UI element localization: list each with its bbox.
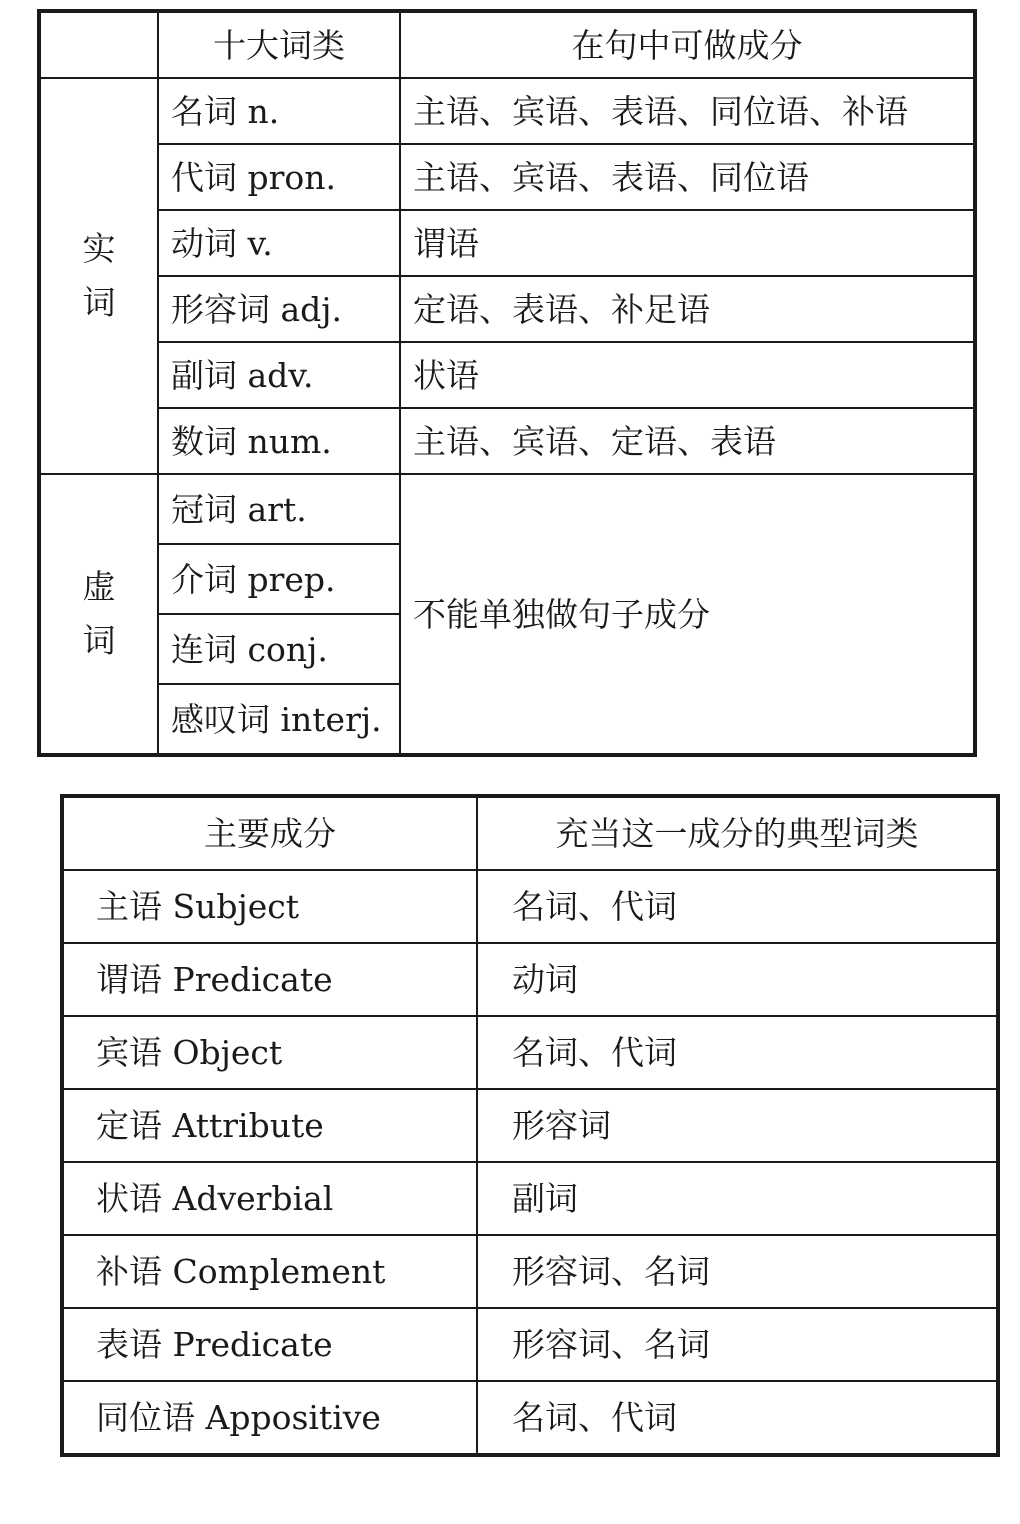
pos-cell: 连词 conj.	[158, 614, 400, 684]
component-cell: 定语 Attribute	[62, 1089, 477, 1162]
typical-pos-cell: 副词	[477, 1162, 998, 1235]
table-row	[62, 943, 998, 1016]
sentence-components-table	[60, 794, 1000, 1457]
table-row	[62, 1016, 998, 1089]
pos-cell: 代词 pron.	[158, 144, 400, 210]
pos-cell: 动词 v.	[158, 210, 400, 276]
component-cell: 补语 Complement	[62, 1235, 477, 1308]
table-row	[62, 1162, 998, 1235]
pos-cell: 名词 n.	[158, 78, 400, 144]
content-words-label: 实 词	[39, 78, 158, 474]
table-row	[62, 1308, 998, 1381]
roles-cell: 主语、宾语、表语、同位语、补语	[400, 78, 975, 144]
typical-pos-cell: 形容词、名词	[477, 1308, 998, 1381]
table-row	[39, 342, 975, 408]
roles-cell: 谓语	[400, 210, 975, 276]
header-roles: 在句中可做成分	[400, 11, 975, 78]
header-typical-pos: 充当这一成分的典型词类	[477, 796, 998, 870]
function-words-label: 虚 词	[39, 474, 158, 755]
pos-cell: 介词 prep.	[158, 544, 400, 614]
roles-cell: 状语	[400, 342, 975, 408]
table-row	[39, 408, 975, 474]
table-row	[62, 870, 998, 943]
typical-pos-cell: 名词、代词	[477, 1381, 998, 1455]
typical-pos-cell: 形容词、名词	[477, 1235, 998, 1308]
component-cell: 主语 Subject	[62, 870, 477, 943]
table-row	[62, 1235, 998, 1308]
pos-cell: 形容词 adj.	[158, 276, 400, 342]
parts-of-speech-table	[37, 9, 977, 757]
roles-cell: 定语、表语、补足语	[400, 276, 975, 342]
table-row	[39, 474, 975, 544]
header-component: 主要成分	[62, 796, 477, 870]
table-row	[39, 78, 975, 144]
table-row	[62, 1381, 998, 1455]
typical-pos-cell: 形容词	[477, 1089, 998, 1162]
component-cell: 状语 Adverbial	[62, 1162, 477, 1235]
pos-cell: 数词 num.	[158, 408, 400, 474]
table-row	[39, 210, 975, 276]
header-pos: 十大词类	[158, 11, 400, 78]
typical-pos-cell: 名词、代词	[477, 870, 998, 943]
table-row	[39, 276, 975, 342]
table-row	[39, 144, 975, 210]
pos-cell: 副词 adv.	[158, 342, 400, 408]
pos-cell: 冠词 art.	[158, 474, 400, 544]
header-blank-cell	[39, 11, 158, 78]
roles-cell: 主语、宾语、定语、表语	[400, 408, 975, 474]
table-row	[62, 1089, 998, 1162]
pos-cell: 感叹词 interj.	[158, 684, 400, 755]
table-header-row	[62, 796, 998, 870]
component-cell: 同位语 Appositive	[62, 1381, 477, 1455]
component-cell: 表语 Predicate	[62, 1308, 477, 1381]
component-cell: 谓语 Predicate	[62, 943, 477, 1016]
function-words-roles: 不能单独做句子成分	[400, 474, 975, 755]
component-cell: 宾语 Object	[62, 1016, 477, 1089]
typical-pos-cell: 名词、代词	[477, 1016, 998, 1089]
table-header-row	[39, 11, 975, 78]
typical-pos-cell: 动词	[477, 943, 998, 1016]
roles-cell: 主语、宾语、表语、同位语	[400, 144, 975, 210]
